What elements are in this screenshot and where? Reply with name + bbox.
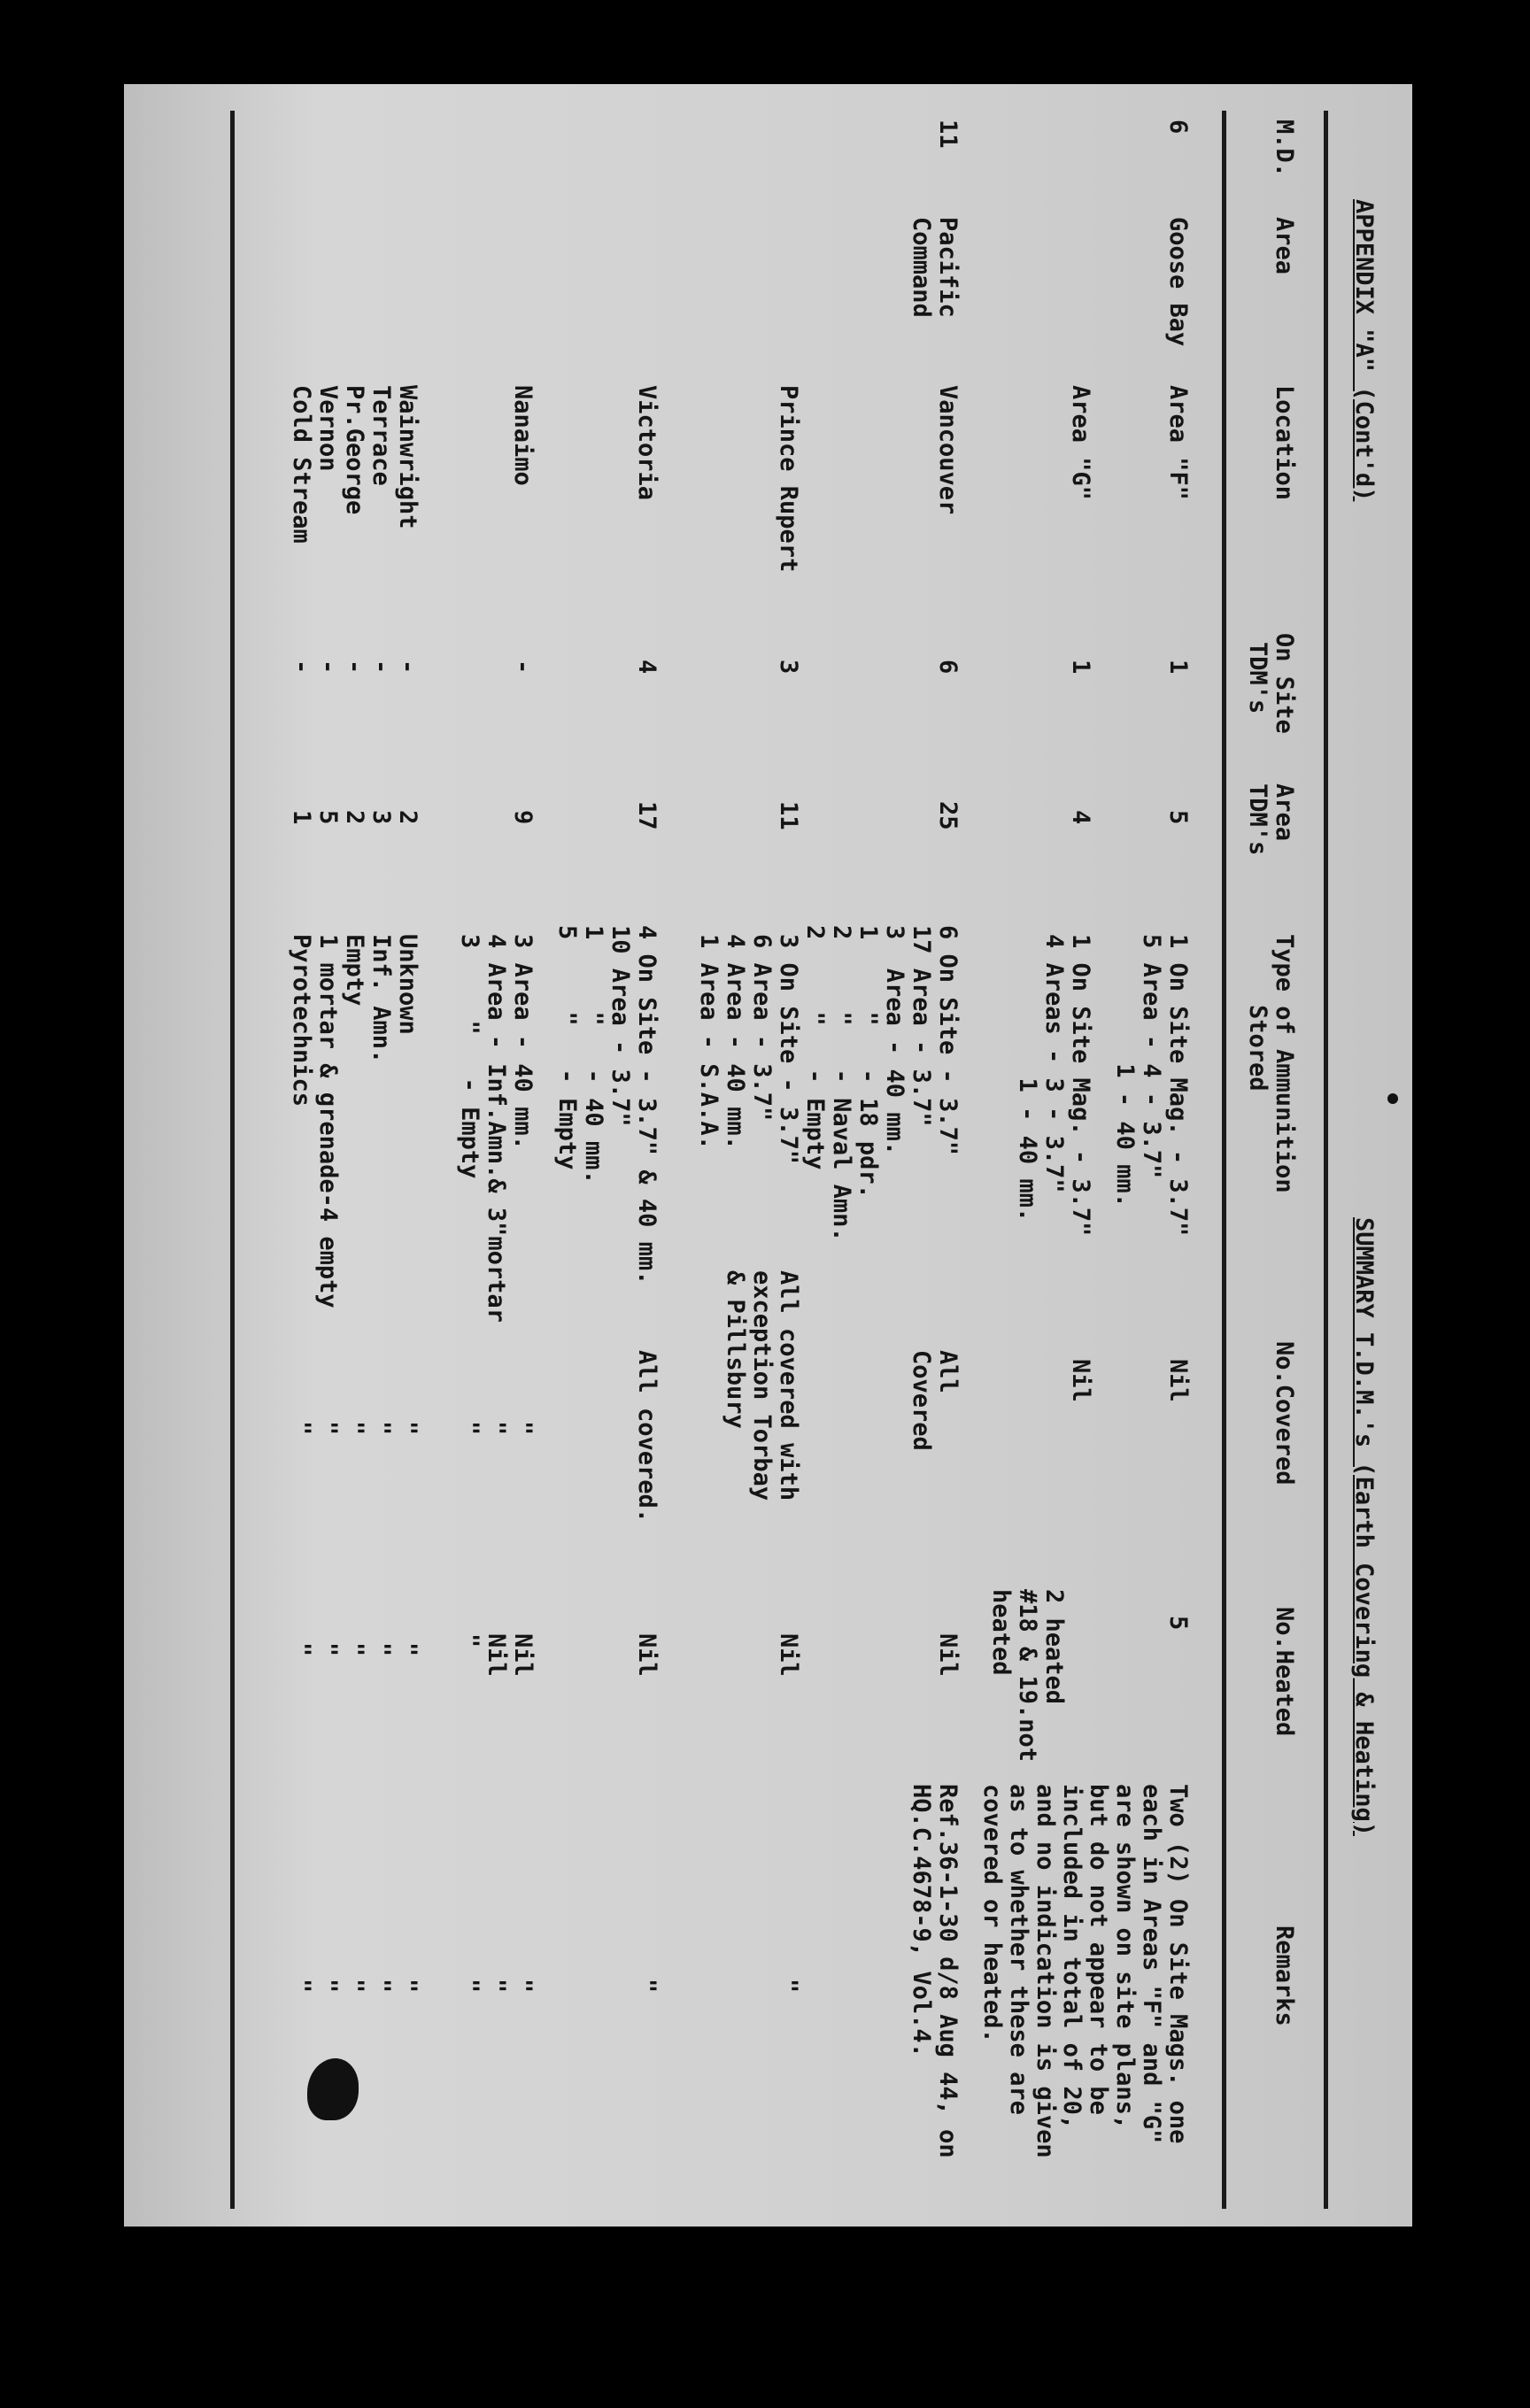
covered-prince-rupert: All covered with exception Torbay & Pillsbury <box>722 1270 802 1501</box>
loc-victoria: Victoria <box>633 385 661 501</box>
document-page <box>124 84 1412 2227</box>
arean-area-g: 4 <box>1067 810 1094 825</box>
loc-pr-george: Pr.George <box>341 385 368 515</box>
arean-victoria: 17 <box>633 801 661 830</box>
onsite-victoria: 4 <box>633 660 661 675</box>
onsite-vancouver: 6 <box>934 660 962 675</box>
ink-blot <box>307 2058 359 2120</box>
heated-vancouver: Nil <box>934 1633 962 1677</box>
rotated-table-sheet <box>124 84 1412 2227</box>
onsite-terrace: - <box>367 660 395 675</box>
md-11: 11 <box>934 120 962 149</box>
covered-victoria: All covered. <box>633 1350 661 1524</box>
remarks-vancouver: Ref.36-1-30 d/8 Aug 44, on HQ.C.4678-9, Vol.4. <box>908 1784 962 2158</box>
loc-area-g: Area "G" <box>1067 385 1094 501</box>
arean-vancouver: 25 <box>934 801 962 830</box>
col-area: Area <box>1271 217 1298 275</box>
onsite-wainwright: - <box>394 660 421 675</box>
covered-area-g: Nil <box>1067 1359 1094 1402</box>
area-pacific-command: Pacific Command <box>908 217 962 318</box>
md-6: 6 <box>1164 120 1192 135</box>
covered-vancouver: All Covered <box>908 1350 962 1451</box>
col-type-sub: Stored <box>1244 1005 1271 1092</box>
loc-cold-stream: Cold Stream <box>288 385 315 544</box>
arean-prince-rupert: 11 <box>775 801 802 830</box>
loc-vernon: Vernon <box>314 385 342 472</box>
arean-terrace: 3 <box>367 810 395 825</box>
col-location: Location <box>1271 385 1298 501</box>
covered-area-f: Nil <box>1164 1359 1192 1402</box>
type-prince-rupert: 3 On Site - 3.7" 6 Area - 3.7" 4 Area - 40 mm. 1 Area - S.A.A. <box>695 934 802 1165</box>
col-covered: No.Covered <box>1271 1341 1298 1486</box>
loc-terrace: Terrace <box>367 385 395 486</box>
remarks-nanaimo: " " " <box>456 1979 537 1994</box>
onsite-area-g: 1 <box>1067 660 1094 675</box>
type-pr-george: Empty <box>341 934 368 1007</box>
heated-ditto-column: " " " " " <box>288 1642 421 1657</box>
heated-nanaimo: Nil Nil " <box>456 1633 537 1677</box>
onsite-pr-george: - <box>341 660 368 675</box>
type-area-g: 1 On Site Mag. - 3.7" 4 Areas - 3 - 3.7" 1 - 40 mm. <box>1014 934 1094 1237</box>
heated-prince-rupert: Nil <box>775 1633 802 1677</box>
onsite-nanaimo: - <box>509 660 537 675</box>
area-goose-bay: Goose Bay <box>1164 217 1192 347</box>
col-area-tdms-sub: TDM's <box>1244 783 1271 856</box>
col-onsite-sub: TDM's <box>1244 642 1271 714</box>
arean-pr-george: 2 <box>341 810 368 825</box>
arean-vernon: 5 <box>314 810 342 825</box>
bottom-rule <box>230 111 235 2209</box>
covered-nanaimo: " " " <box>456 1421 537 1436</box>
covered-ditto-column: " " " " " <box>288 1421 421 1436</box>
onsite-area-f: 1 <box>1164 660 1192 675</box>
header-rule <box>1222 111 1226 2209</box>
col-heated: No.Heated <box>1271 1607 1298 1737</box>
col-area-tdms: Area <box>1271 783 1298 842</box>
heated-victoria: Nil <box>633 1633 661 1677</box>
arean-cold-stream: 1 <box>288 810 315 825</box>
remarks-goose-bay: Two (2) On Site Mags. one each in Areas "F" and "G" are shown on site plans, but do not appear to be included in total of 20, and no indication is given as to whether these are covered or heated. <box>978 1784 1192 2158</box>
arean-area-f: 5 <box>1164 810 1192 825</box>
summary-title: SUMMARY T.D.M.'s (Earth Covering & Heating) <box>1350 1217 1378 1836</box>
col-remarks: Remarks <box>1271 1926 1298 2026</box>
remarks-victoria: " <box>633 1979 661 1994</box>
remarks-prince-rupert: " <box>775 1979 802 1994</box>
loc-nanaimo: Nanaimo <box>509 385 537 486</box>
type-nanaimo: 3 Area - 40 mm. 4 Area - Inf.Amn.& 3"mortar 3 " - Empty <box>456 934 537 1323</box>
onsite-prince-rupert: 3 <box>775 660 802 675</box>
type-cold-stream: Pyrotechnics <box>288 934 315 1108</box>
heated-area-g: 2 heated #18 & 19.not heated <box>987 1589 1068 1763</box>
loc-prince-rupert: Prince Rupert <box>775 385 802 573</box>
col-type: Type of Ammunition <box>1271 934 1298 1193</box>
type-vancouver: 6 On Site - 3.7" 17 Area - 3.7" 3 Area - 40 mm. 1 " - 18 pdr. 2 " - Naval Amn. 2 " - Empty <box>801 925 962 1242</box>
type-victoria: 4 On Site - 3.7" & 40 mm. 10 Area - 3.7" 1 " - 40 mm. 5 " - Empty <box>553 925 661 1285</box>
loc-wainwright: Wainwright <box>394 385 421 529</box>
onsite-cold-stream: - <box>288 660 315 675</box>
col-md: M.D. <box>1271 120 1298 178</box>
type-wainwright: Unknown <box>394 934 421 1035</box>
type-area-f: 1 On Site Mag. - 3.7" 5 Area - 4 - 3.7" 1 - 40 mm. <box>1111 934 1192 1237</box>
arean-nanaimo: 9 <box>509 810 537 825</box>
heated-area-f: 5 <box>1164 1616 1192 1631</box>
arean-wainwright: 2 <box>394 810 421 825</box>
appendix-title: APPENDIX "A" (Cont'd) <box>1350 199 1378 502</box>
type-terrace: Inf. Amn. <box>367 934 395 1064</box>
top-rule <box>1324 111 1328 2209</box>
loc-area-f: Area "F" <box>1164 385 1192 501</box>
loc-vancouver: Vancouver <box>934 385 962 515</box>
onsite-vernon: - <box>314 660 342 675</box>
remarks-ditto-column: " " " " " <box>288 1979 421 1994</box>
type-vernon: 1 mortar & grenade-4 empty <box>314 934 342 1308</box>
col-onsite: On Site <box>1271 633 1298 734</box>
ink-dot <box>1387 1093 1398 1104</box>
